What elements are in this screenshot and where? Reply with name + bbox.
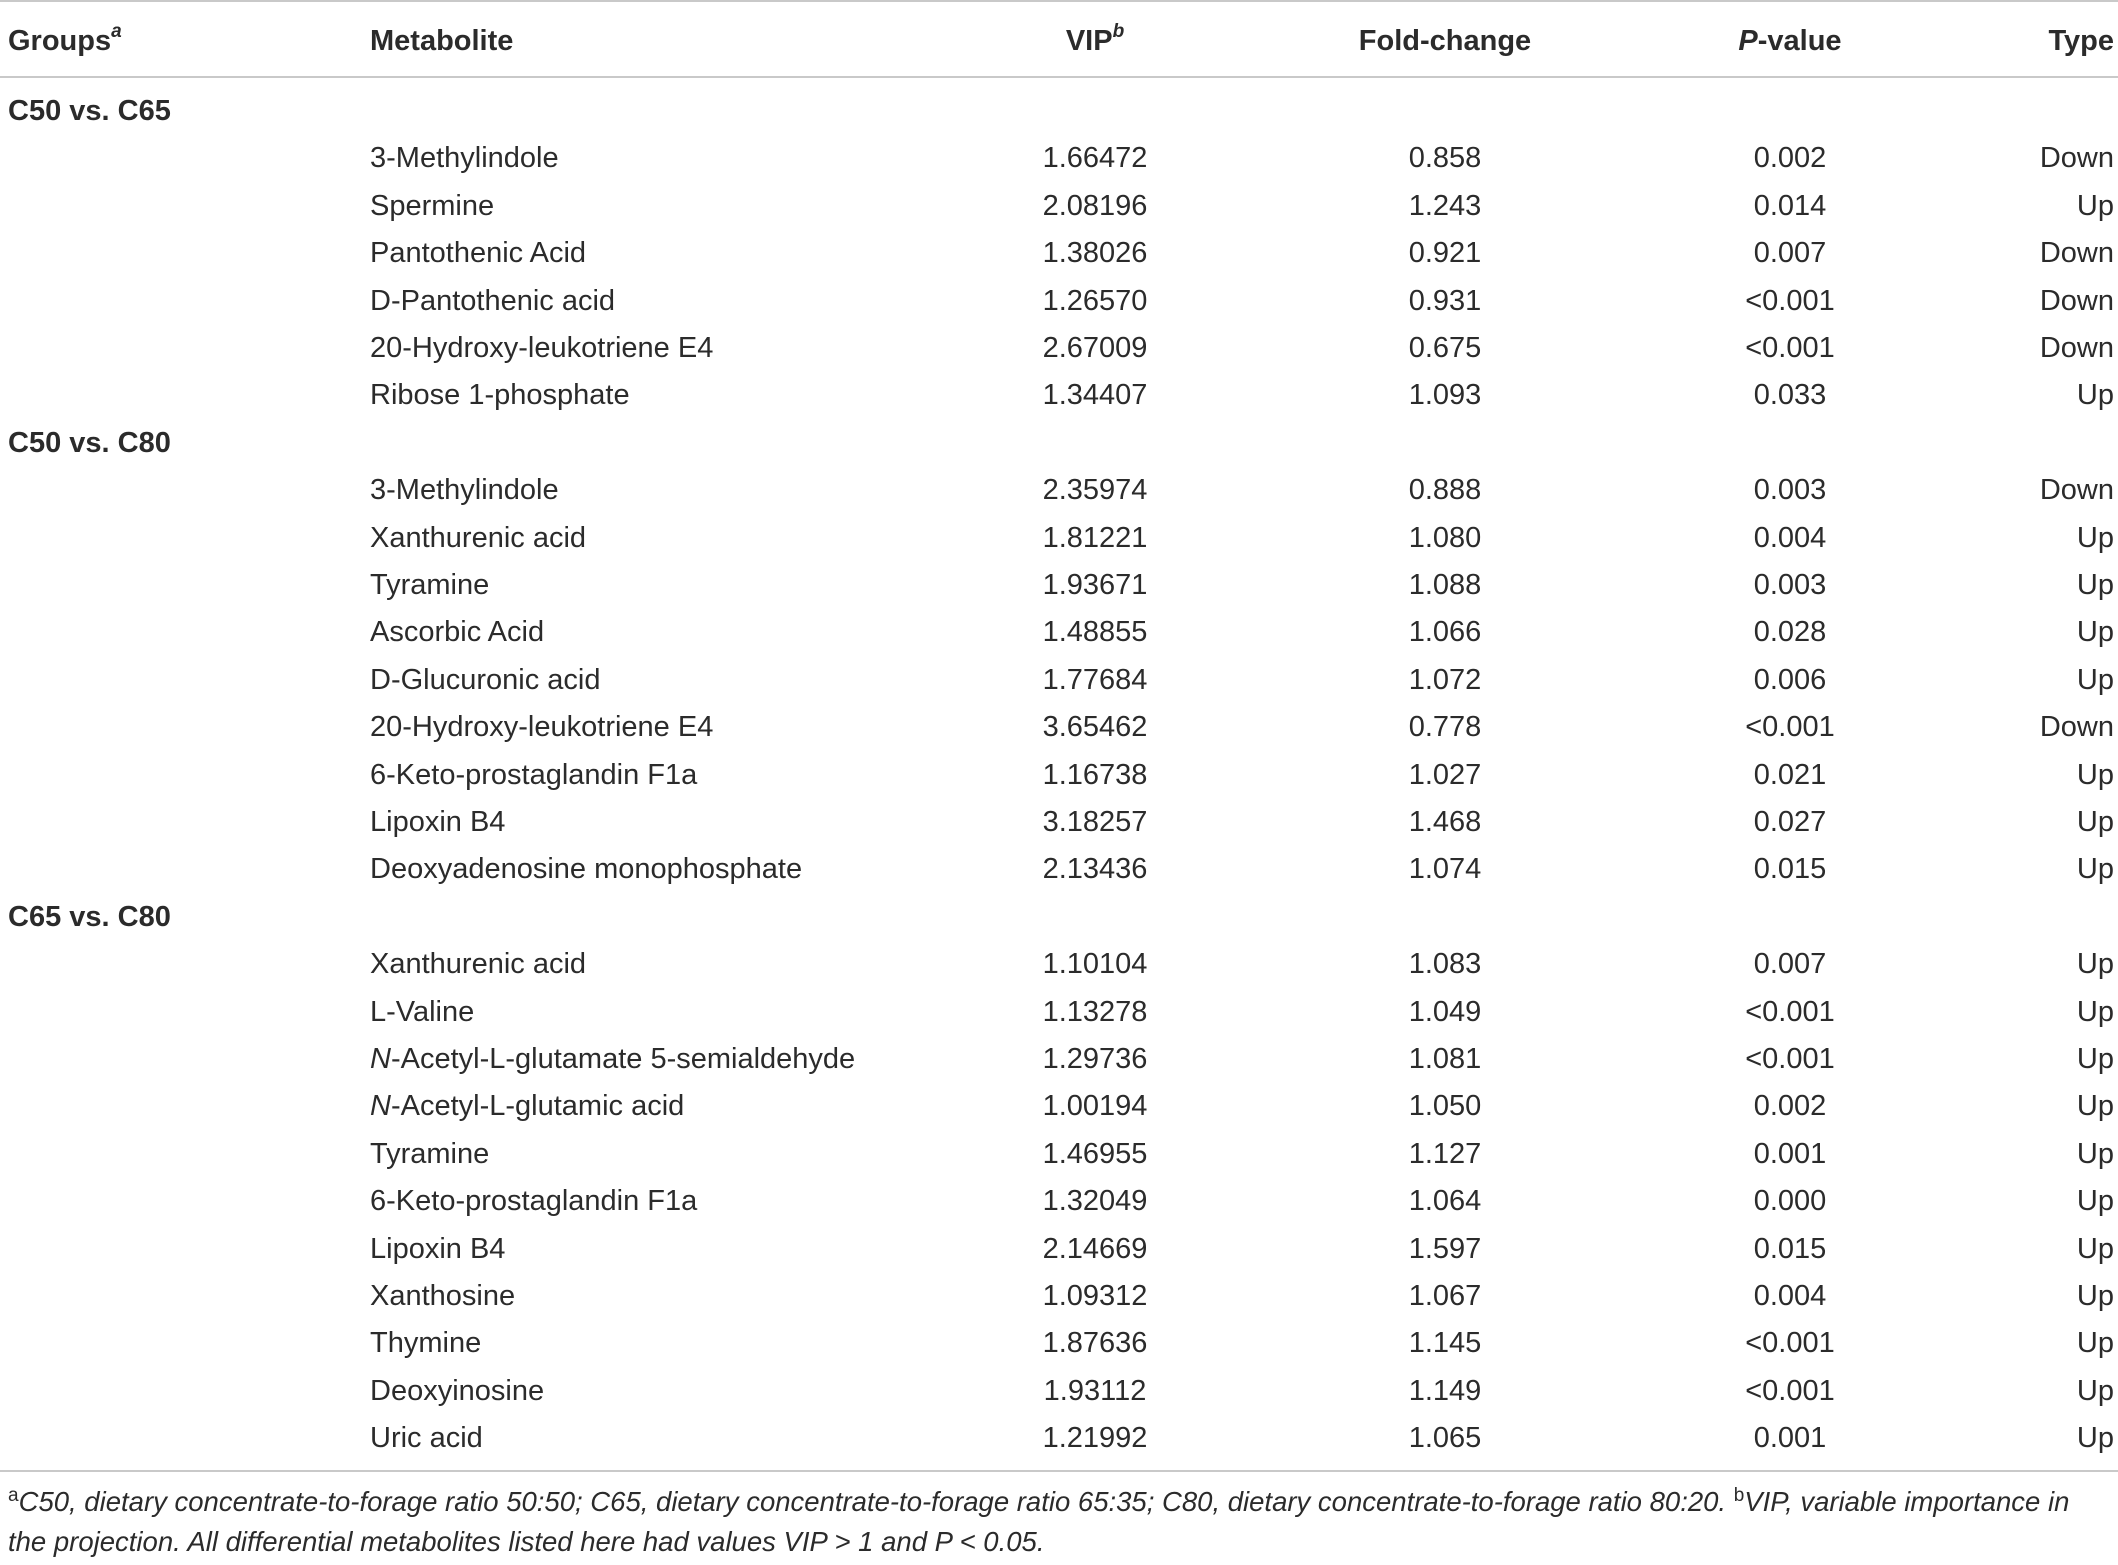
vip-cell: 1.34407 [1042,379,1148,412]
vip-cell: 3.65462 [1042,711,1148,744]
vip-cell: 1.09312 [1042,1280,1148,1312]
table-footnote: $^a$C50, dietary concentrate-to-forage ratio 50:50; C65, dietary concentrate-to-forage ratio 65:35; C80, dietary concentrate-to-forage ratio 80:20. $^b$VIP, variable importance in the projection. All differential metabolites listed here had values VIP > 1 and P < 0.05. [8,1484,2070,1557]
metabolite-cell: 20-Hydroxy-leukotriene E4 [370,332,714,364]
p-value-cell: 0.027 [1753,806,1827,838]
p-value-cell: <0.001 [1745,1327,1835,1360]
fold-change-cell: 0.778 [1408,711,1482,744]
p-value-cell: 0.001 [1753,1422,1827,1455]
table-row [0,278,2118,325]
vip-cell: 1.87636 [1042,1327,1148,1360]
vip-cell: 2.08196 [1042,189,1148,222]
bottom-rule [0,1470,2118,1472]
table-row [0,941,2118,988]
p-value-cell: <0.001 [1745,995,1835,1028]
fold-change-cell: 1.066 [1408,616,1482,649]
group-label: C65 vs. C80 [8,900,171,933]
vip-cell: 1.66472 [1042,142,1148,175]
metabolite-cell: 6-Keto-prostaglandin F1a [370,1185,698,1218]
vip-cell: 1.16738 [1042,758,1148,791]
table-row [0,799,2118,846]
metabolite-cell: 3-Methylindole [370,474,559,507]
metabolite-cell: Lipoxin B4 [370,1232,506,1265]
group-row [0,894,2118,941]
table-row [0,230,2118,277]
vip-cell: 1.13278 [1042,995,1148,1028]
table-row [0,183,2118,230]
fold-change-cell: 1.067 [1408,1280,1482,1312]
table-row [0,704,2118,751]
vip-cell: 1.48855 [1042,616,1148,649]
metabolite-cell: Deoxyadenosine monophosphate [370,853,803,886]
table-row [0,752,2118,799]
p-value-cell: 0.000 [1753,1185,1827,1218]
vip-cell: 1.26570 [1042,284,1148,317]
table-row [0,1415,2118,1462]
fold-change-cell: 1.149 [1408,1374,1482,1407]
table-row [0,1320,2118,1367]
p-value-cell: 0.003 [1753,474,1827,507]
fold-change-cell: 0.921 [1408,237,1482,270]
vip-cell: 1.81221 [1042,521,1148,554]
metabolite-cell: 6-Keto-prostaglandin F1a [370,758,698,791]
metabolite-cell: Spermine [370,189,495,222]
table-row [0,1226,2118,1273]
p-value-cell: <0.001 [1745,1374,1835,1407]
p-value-cell: 0.004 [1753,521,1827,554]
metabolite-cell: Xanthurenic acid [370,521,587,554]
type-cell: Up [2076,521,2114,554]
metabolite-cell: D-Glucuronic acid [370,663,601,696]
p-value-cell: <0.001 [1745,1043,1835,1075]
p-value-cell: 0.001 [1753,1137,1827,1170]
metabolite-cell: Ascorbic Acid [370,616,545,649]
p-value-cell: 0.006 [1753,663,1827,696]
fold-change-cell: 0.931 [1408,284,1482,317]
vip-cell: 1.38026 [1042,237,1148,270]
table-row [0,1273,2118,1320]
metabolite-cell: Deoxyinosine [370,1374,545,1407]
header-vip: VIP$^b$ [1065,21,1125,57]
type-cell: Up [2076,1043,2114,1075]
metabolite-cell: N-Acetyl-L-glutamate 5-semialdehyde [370,1043,856,1075]
vip-cell: 2.35974 [1042,474,1148,507]
metabolite-cell: L-Valine [370,995,475,1028]
p-value-cell: <0.001 [1745,332,1835,364]
type-cell: Down [2039,711,2114,744]
table-row [0,515,2118,562]
header-groups: Groups$^a$ [8,21,122,57]
header-fold-change: Fold-change [1358,25,1532,57]
metabolite-cell: Uric acid [370,1422,483,1455]
type-cell: Down [2039,474,2114,507]
metabolite-cell: Lipoxin B4 [370,806,506,838]
p-value-cell: 0.015 [1753,853,1827,886]
metabolite-cell: Xanthurenic acid [370,948,587,981]
vip-cell: 2.13436 [1042,853,1148,886]
fold-change-cell: 1.064 [1408,1185,1482,1218]
p-value-cell: <0.001 [1745,711,1835,744]
vip-cell: 1.00194 [1042,1090,1148,1123]
fold-change-cell: 1.074 [1408,853,1482,886]
group-row [0,420,2118,467]
fold-change-cell: 1.243 [1408,189,1482,222]
table-row [0,467,2118,514]
type-cell: Up [2076,569,2114,601]
table-row [0,657,2118,704]
table-row [0,989,2118,1036]
metabolite-cell: Tyramine [370,1137,490,1170]
group-label: C50 vs. C80 [8,426,171,459]
metabolite-cell: Thymine [370,1327,482,1360]
header-type: Type [2048,25,2114,57]
fold-change-cell: 0.858 [1408,142,1482,175]
table-row [0,1036,2118,1083]
table-row [0,135,2118,182]
vip-cell: 3.18257 [1042,806,1148,838]
p-value-cell: 0.004 [1753,1280,1827,1312]
fold-change-cell: 1.072 [1408,663,1482,696]
type-cell: Up [2076,806,2114,838]
fold-change-cell: 1.127 [1408,1137,1482,1170]
fold-change-cell: 1.597 [1408,1232,1482,1265]
vip-cell: 2.14669 [1042,1232,1148,1265]
fold-change-cell: 1.088 [1408,569,1482,601]
table-row [0,325,2118,372]
type-cell: Down [2039,237,2114,270]
metabolite-cell: Ribose 1-phosphate [370,379,630,412]
type-cell: Up [2076,379,2114,412]
vip-cell: 1.77684 [1042,663,1148,696]
vip-cell: 1.10104 [1042,948,1148,981]
vip-cell: 1.93671 [1042,569,1148,601]
fold-change-cell: 1.081 [1408,1043,1482,1075]
fold-change-cell: 1.027 [1408,758,1482,791]
metabolite-cell: 20-Hydroxy-leukotriene E4 [370,711,714,744]
table-row [0,1083,2118,1130]
metabolite-cell: Tyramine [370,569,490,601]
p-value-cell: <0.001 [1745,284,1835,317]
fold-change-cell: 1.080 [1408,521,1482,554]
type-cell: Down [2039,142,2114,175]
table-row [0,846,2118,893]
group-row [0,88,2118,135]
fold-change-cell: 1.083 [1408,948,1482,981]
type-cell: Up [2076,189,2114,222]
type-cell: Up [2076,758,2114,791]
metabolite-cell: 3-Methylindole [370,142,559,175]
table-row [0,1131,2118,1178]
table-header [0,18,2118,65]
vip-cell: 1.46955 [1042,1137,1148,1170]
table-row [0,1368,2118,1415]
p-value-cell: 0.033 [1753,379,1827,412]
type-cell: Up [2076,1137,2114,1170]
fold-change-cell: 1.050 [1408,1090,1482,1123]
type-cell: Up [2076,995,2114,1028]
fold-change-cell: 1.468 [1408,806,1482,838]
table-row [0,372,2118,419]
fold-change-cell: 1.145 [1408,1327,1482,1360]
metabolite-cell: N-Acetyl-L-glutamic acid [370,1090,685,1123]
fold-change-cell: 1.065 [1408,1422,1482,1455]
type-cell: Up [2076,1280,2114,1312]
type-cell: Down [2039,284,2114,317]
type-cell: Down [2039,332,2114,364]
p-value-cell: 0.021 [1753,758,1827,791]
p-value-cell: 0.007 [1753,237,1827,270]
vip-cell: 1.93112 [1043,1374,1147,1407]
table-row [0,609,2118,656]
type-cell: Up [2076,663,2114,696]
type-cell: Up [2076,1090,2114,1123]
vip-cell: 1.29736 [1042,1043,1148,1075]
type-cell: Up [2076,1374,2114,1407]
vip-cell: 1.21992 [1042,1422,1148,1455]
table-row [0,1178,2118,1225]
header-metabolite: Metabolite [370,25,514,57]
fold-change-cell: 1.049 [1408,995,1482,1028]
p-value-cell: 0.002 [1753,142,1827,175]
p-value-cell: 0.028 [1753,616,1827,649]
type-cell: Up [2076,1232,2114,1265]
fold-change-cell: 0.888 [1408,474,1482,507]
type-cell: Up [2076,616,2114,649]
top-rule [0,0,2118,2]
vip-cell: 1.32049 [1042,1185,1148,1218]
header-rule [0,76,2118,78]
type-cell: Up [2076,853,2114,886]
p-value-cell: 0.002 [1753,1090,1827,1123]
header-p-value: P-value [1738,25,1842,57]
group-label: C50 vs. C65 [8,95,171,127]
type-cell: Up [2076,948,2114,981]
metabolite-cell: Xanthosine [370,1280,516,1312]
table-row [0,562,2118,609]
metabolite-cell: Pantothenic Acid [370,237,587,270]
p-value-cell: 0.015 [1753,1232,1827,1265]
type-cell: Up [2076,1327,2114,1360]
vip-cell: 2.67009 [1042,332,1148,364]
p-value-cell: 0.007 [1753,948,1827,981]
p-value-cell: 0.014 [1753,189,1827,222]
p-value-cell: 0.003 [1753,569,1827,601]
type-cell: Up [2076,1185,2114,1218]
fold-change-cell: 0.675 [1408,332,1482,364]
metabolite-cell: D-Pantothenic acid [370,284,616,317]
fold-change-cell: 1.093 [1408,379,1482,412]
type-cell: Up [2076,1422,2114,1455]
